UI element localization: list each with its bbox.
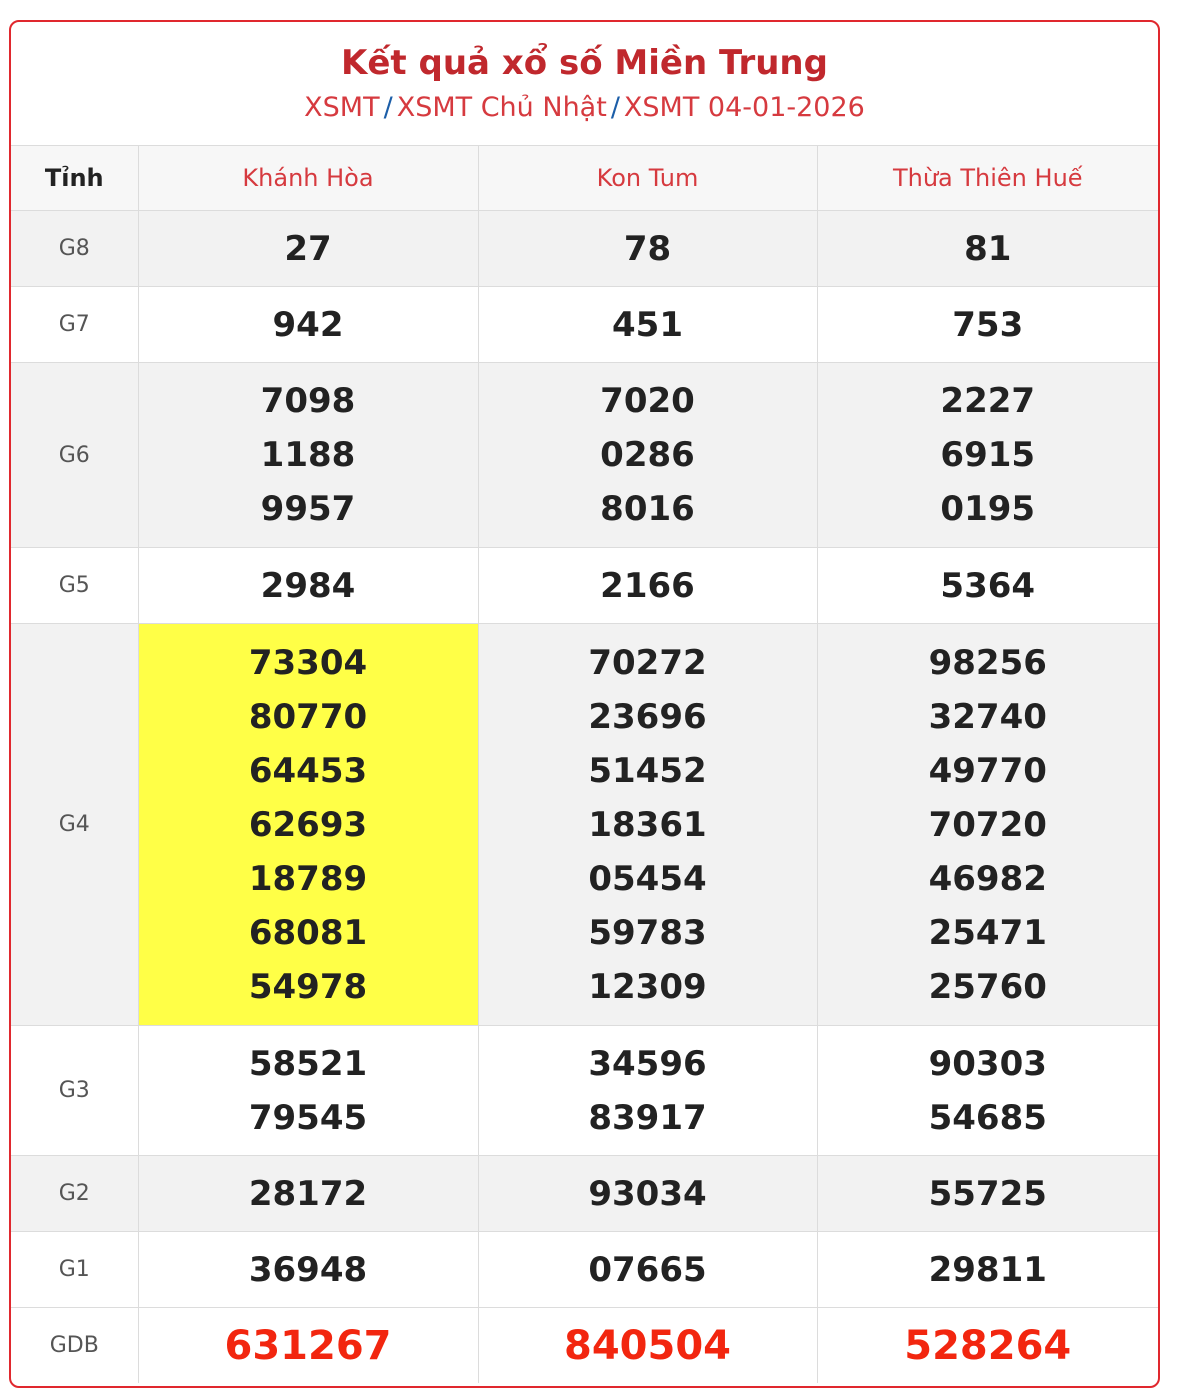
- prize-cell: [138, 548, 478, 624]
- results-card: [9, 20, 1160, 1388]
- prize-number: 25760: [928, 966, 1047, 1007]
- special-prize-number: 631267: [224, 1322, 392, 1369]
- prize-number: 12309: [588, 966, 707, 1007]
- prize-label: G3: [11, 1026, 138, 1156]
- prize-cell: [817, 211, 1158, 287]
- prize-cell: [817, 363, 1158, 548]
- prize-cell: [478, 1026, 817, 1156]
- prize-label: G8: [11, 211, 138, 287]
- prize-number: 55725: [928, 1173, 1047, 1214]
- prize-number: 29811: [928, 1249, 1047, 1290]
- breadcrumb-xsmt-link[interactable]: XSMT: [304, 92, 380, 123]
- prize-number: 62693: [248, 804, 368, 845]
- prize-row-gdb: [11, 1308, 1158, 1384]
- prize-cell: [138, 1026, 478, 1156]
- breadcrumb-weekday-link[interactable]: XSMT Chủ Nhật: [396, 92, 607, 123]
- prize-label: G5: [11, 548, 138, 624]
- prize-number: 18361: [588, 804, 707, 845]
- prize-number: 78: [623, 228, 672, 269]
- prize-number: 2166: [600, 565, 695, 606]
- prize-number: 7098: [260, 381, 356, 421]
- prize-cell: [478, 211, 817, 287]
- prize-cell: [817, 1156, 1158, 1232]
- prize-number: 90303: [928, 1043, 1047, 1084]
- prize-row-g2: [11, 1156, 1158, 1232]
- prize-number: 49770: [928, 750, 1047, 791]
- breadcrumb-date-link[interactable]: XSMT 04-01-2026: [623, 92, 865, 123]
- prize-cell: [138, 624, 478, 1026]
- prize-number: 05454: [588, 858, 707, 899]
- prize-number: 93034: [588, 1173, 707, 1214]
- prize-row-g7: [11, 287, 1158, 363]
- prize-label: G4: [11, 624, 138, 1026]
- prize-number: 83917: [588, 1097, 707, 1138]
- special-prize-number: 840504: [564, 1322, 731, 1369]
- breadcrumb: [11, 90, 1158, 126]
- province-khanh-hoa-link[interactable]: Khánh Hòa: [138, 146, 478, 211]
- prize-cell: [138, 1308, 478, 1384]
- prize-cell: [478, 287, 817, 363]
- prize-cell: [478, 1156, 817, 1232]
- prize-number: 68081: [248, 912, 368, 953]
- prize-number: 54685: [928, 1097, 1047, 1138]
- prize-cell: [138, 363, 478, 548]
- prize-number: 98256: [928, 642, 1047, 683]
- prize-number: 54978: [248, 966, 368, 1007]
- prize-cell: [478, 1308, 817, 1384]
- prize-number: 07665: [588, 1249, 707, 1290]
- prize-row-g3: [11, 1026, 1158, 1156]
- prize-cell: [138, 1232, 478, 1308]
- prize-number: 32740: [928, 696, 1047, 737]
- prize-number: 753: [952, 304, 1024, 345]
- prize-row-g8: [11, 211, 1158, 287]
- prize-cell: [478, 548, 817, 624]
- prize-cell: [478, 624, 817, 1026]
- prize-number: 59783: [588, 912, 707, 953]
- prize-number: 9957: [260, 489, 356, 529]
- prize-number: 36948: [248, 1249, 368, 1290]
- prize-number: 28172: [248, 1173, 368, 1214]
- prize-number: 0195: [940, 489, 1036, 529]
- prize-number: 27: [284, 228, 332, 269]
- prize-cell: [817, 1308, 1158, 1384]
- prize-number: 64453: [248, 750, 368, 791]
- prize-number: 6915: [940, 435, 1036, 475]
- prize-cell: [817, 1232, 1158, 1308]
- prize-label: G6: [11, 363, 138, 548]
- prize-number: 0286: [600, 435, 695, 475]
- prize-label: GDB: [11, 1308, 138, 1384]
- breadcrumb-separator: /: [610, 92, 620, 123]
- breadcrumb-separator: /: [383, 92, 393, 123]
- prize-number: 7020: [600, 381, 695, 421]
- province-column-header: Tỉnh: [11, 146, 138, 211]
- prize-label: G1: [11, 1232, 138, 1308]
- province-thua-thien-hue-link[interactable]: Thừa Thiên Huế: [817, 146, 1158, 211]
- prize-number: 18789: [248, 858, 368, 899]
- prize-cell: [138, 211, 478, 287]
- prize-row-g5: [11, 548, 1158, 624]
- prize-cell: [138, 287, 478, 363]
- prize-number: 80770: [248, 696, 368, 737]
- prize-number: 451: [612, 304, 683, 345]
- province-kon-tum-link[interactable]: Kon Tum: [478, 146, 817, 211]
- prize-number: 70272: [588, 642, 707, 683]
- prize-number: 46982: [928, 858, 1047, 899]
- prize-row-g1: [11, 1232, 1158, 1308]
- prize-cell: [138, 1156, 478, 1232]
- prize-row-g4: [11, 624, 1158, 1026]
- prize-label: G2: [11, 1156, 138, 1232]
- prize-number: 51452: [588, 750, 707, 791]
- page-title: Kết quả xổ số Miền Trung: [341, 43, 828, 83]
- prize-number: 79545: [248, 1097, 368, 1138]
- prize-number: 2227: [940, 381, 1036, 421]
- prize-cell: [817, 1026, 1158, 1156]
- prize-number: 23696: [588, 696, 707, 737]
- prize-cell: [817, 548, 1158, 624]
- prize-number: 8016: [600, 489, 695, 529]
- special-prize-number: 528264: [904, 1322, 1072, 1369]
- prize-cell: [478, 1232, 817, 1308]
- prize-number: 73304: [248, 642, 368, 683]
- prize-number: 25471: [928, 912, 1047, 953]
- prize-number: 81: [964, 228, 1012, 269]
- prize-label: G7: [11, 287, 138, 363]
- table-header-row: [11, 146, 1158, 211]
- prize-number: 1188: [260, 435, 356, 475]
- prize-number: 2984: [260, 565, 356, 606]
- prize-number: 942: [272, 304, 344, 345]
- prize-cell: [478, 363, 817, 548]
- prize-number: 5364: [940, 565, 1036, 606]
- card-header: [11, 22, 1158, 145]
- prize-cell: [817, 287, 1158, 363]
- prize-cell: [817, 624, 1158, 1026]
- prize-number: 58521: [248, 1043, 368, 1084]
- prize-row-g6: [11, 363, 1158, 548]
- prize-number: 70720: [928, 804, 1047, 845]
- prize-number: 34596: [588, 1043, 707, 1084]
- results-table: [11, 145, 1158, 1383]
